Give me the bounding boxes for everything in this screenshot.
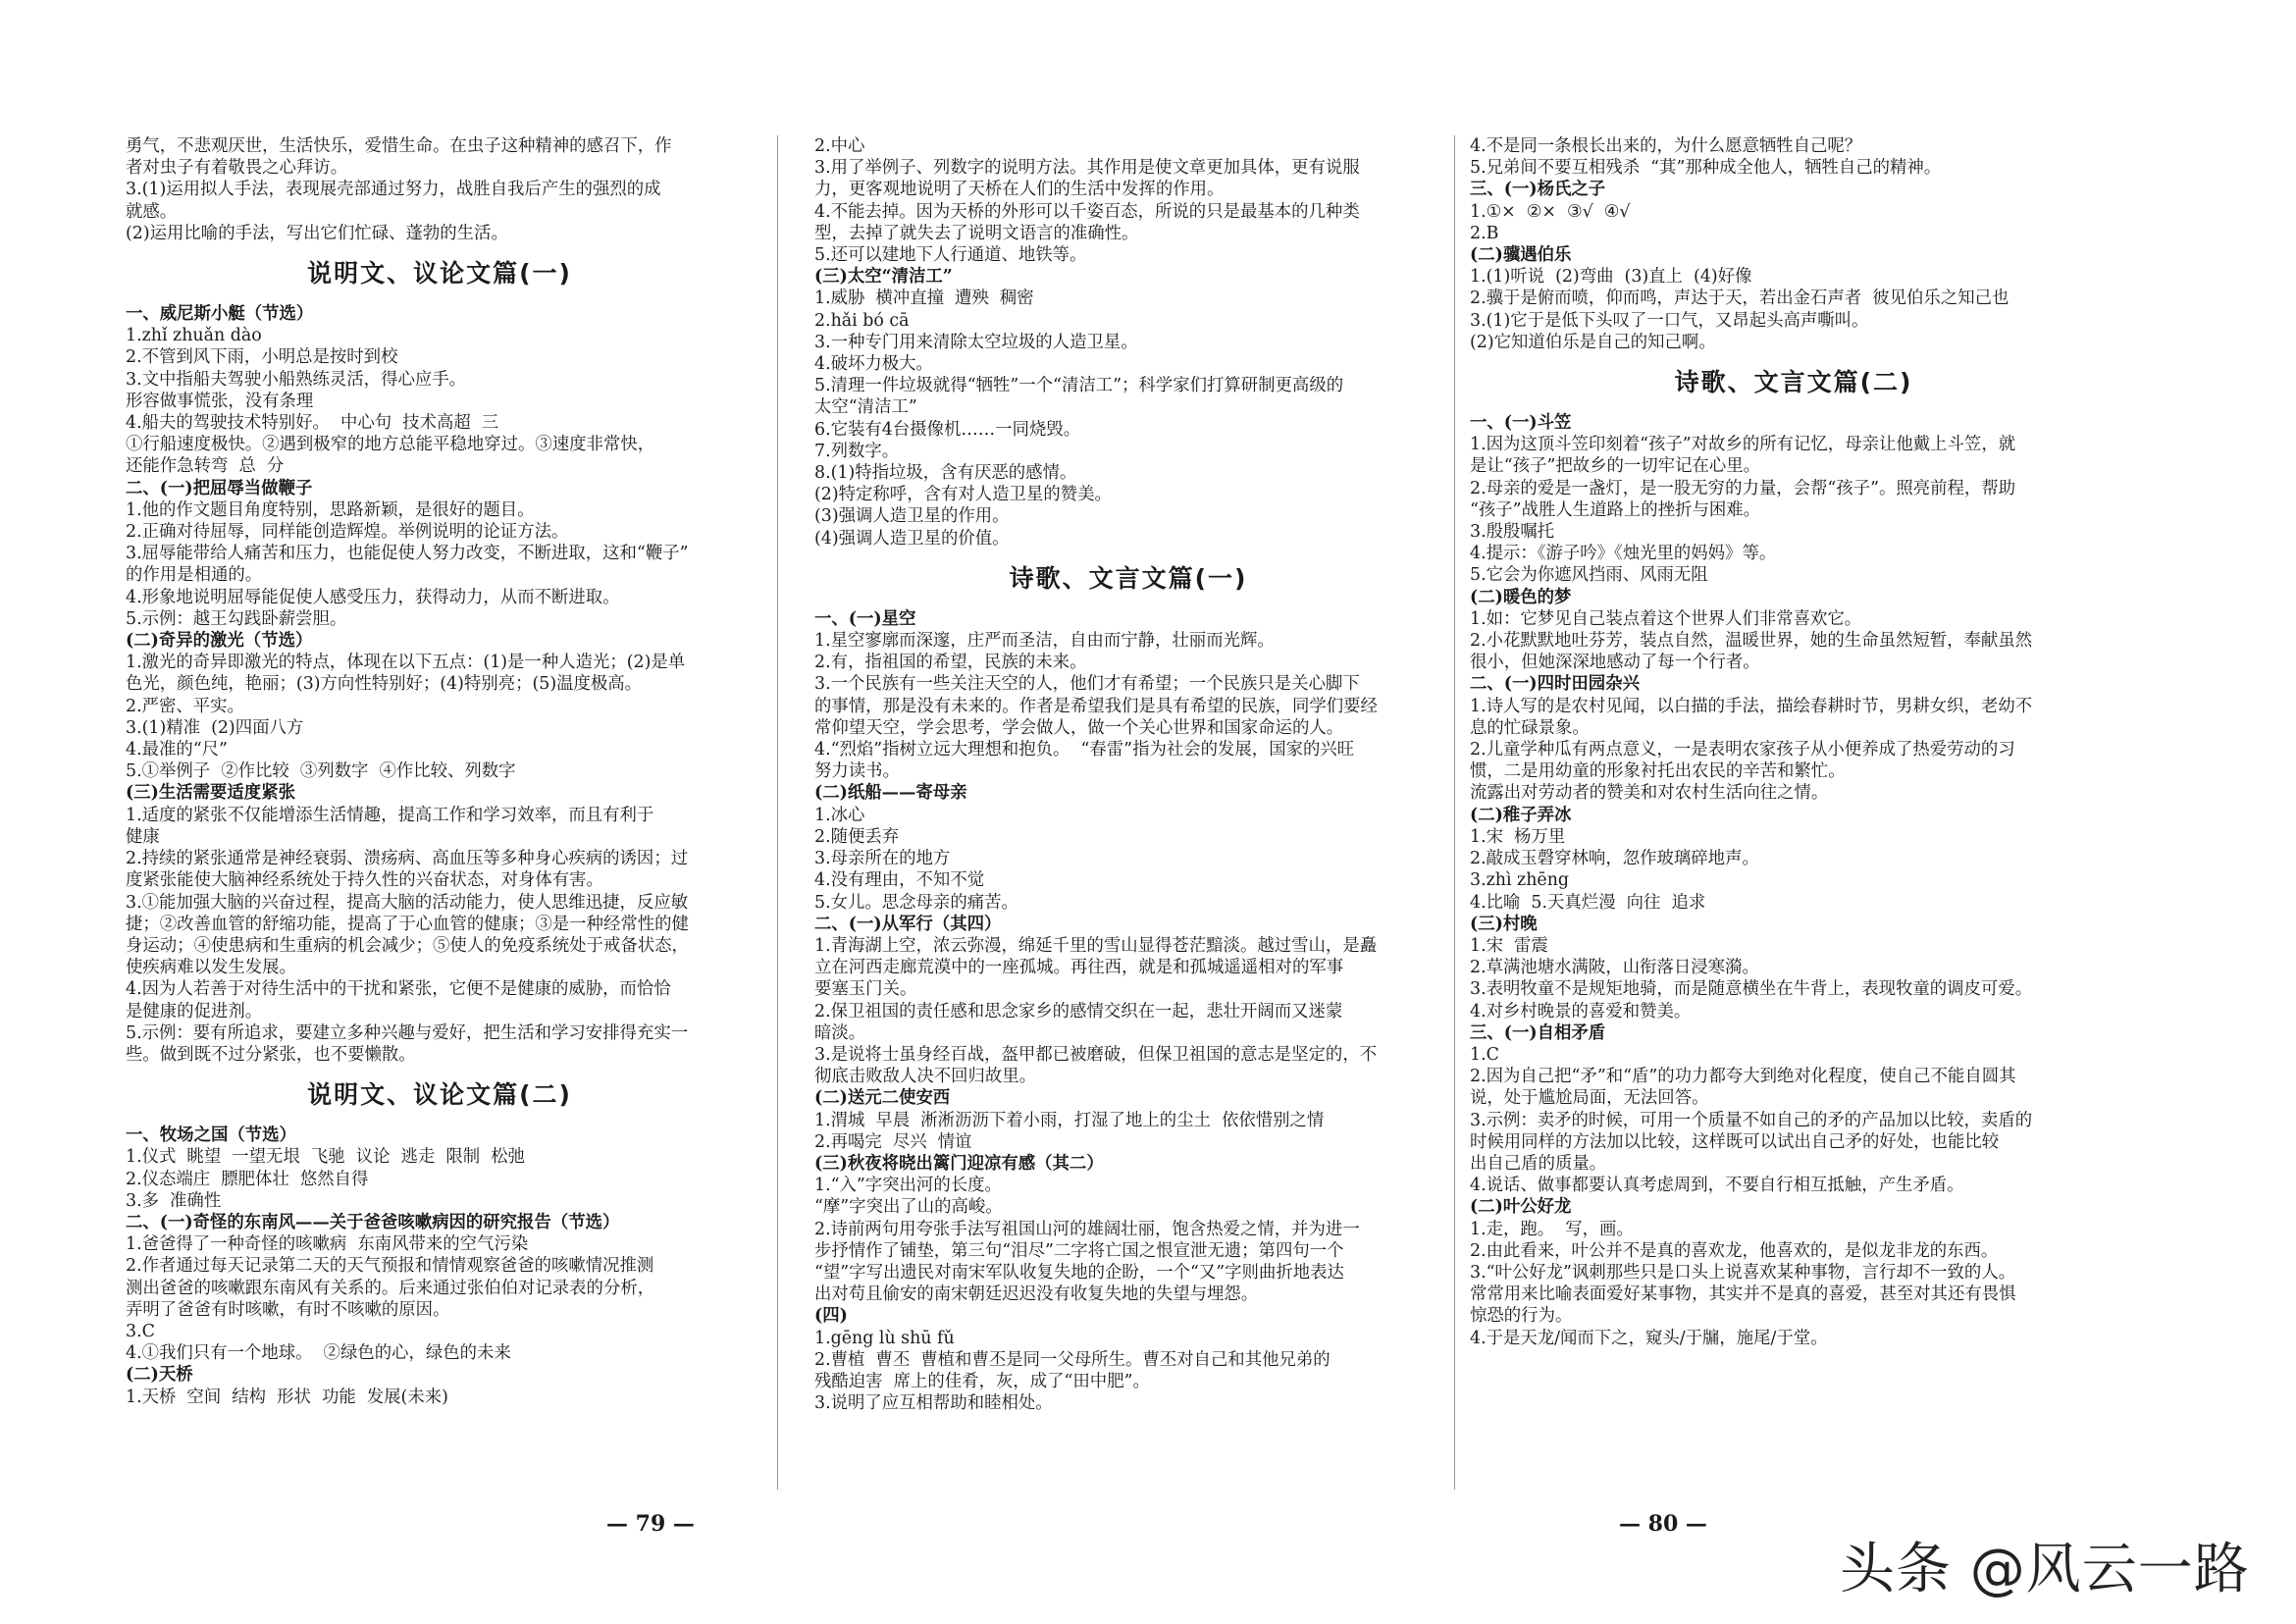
answer-line: 4.提示：《游子吟》《烛光里的妈妈》等。 (1470, 544, 1777, 564)
answer-line: (2)它知道伯乐是自己的知己啊。 (1470, 332, 1716, 352)
answer-line: 1.他的作文题目角度特别，思路新颖，是很好的题目。 (126, 499, 535, 520)
answer-line: 2.严密、平实。 (126, 696, 244, 716)
answer-line: 4.不是同一条根长出来的，为什么愿意牺牲自己呢？ (1470, 136, 1862, 156)
answer-line: 惯，二是用幼童的形象衬托出农民的辛苦和繁忙。 (1470, 761, 1846, 782)
subsection-title: 一、威尼斯小艇（节选） (126, 304, 314, 325)
answer-line: 4.说话、做事都要认真考虑周到，不要自行相互抵触，产生矛盾。 (1470, 1176, 1964, 1196)
subsection-title: (三)秋夜将晓出篱门迎凉有感（其二） (814, 1153, 1104, 1174)
answer-line: 1.“入”字突出河的长度。 (814, 1176, 1002, 1196)
answer-line: 2.不管到风下雨，小明总是按时到校 (126, 347, 398, 368)
answer-line: 2.小花默默地吐芬芳，装点自然，温暖世界，她的生命虽然短暂，奉献虽然 (1470, 631, 2033, 652)
answer-line: 5.兄弟间不要互相残杀 “萁”那种成全他人，牺牲自己的精神。 (1470, 158, 1942, 179)
answer-line: 1.天桥 空间 结构 形状 功能 发展(未来) (126, 1387, 448, 1407)
answer-line: 1.诗人写的是农村见闻，以白描的手法，描绘春耕时节，男耕女织，老幼不 (1470, 696, 2033, 716)
right-column (1470, 135, 2117, 1349)
answer-line: 3.文中指船夫驾驶小船熟练灵活，得心应手。 (126, 369, 467, 390)
subsection-title: 二、(一)从军行（其四） (814, 914, 1002, 934)
subsection-title: 一、牧场之国（节选） (126, 1126, 296, 1146)
answer-line: 4.对乡村晚景的喜爱和赞美。 (1470, 1001, 1692, 1022)
column-divider (1454, 135, 1455, 1490)
left-column (126, 135, 754, 1408)
answer-line: 还能作急转弯 总 分 (126, 456, 285, 477)
answer-line: 2.hǎi bó cā (814, 310, 910, 331)
answer-line: 健康 (126, 826, 160, 847)
answer-line: 1.①× ②× ③√ ④√ (1470, 201, 1631, 222)
answer-line: 形容做事慌张，没有条理 (126, 391, 314, 411)
answer-line: 2.有，指祖国的希望，民族的未来。 (814, 653, 1087, 673)
answer-line: 度紧张能使大脑神经系统处于持久性的兴奋状态，对身体有害。 (126, 870, 603, 891)
answer-line: 1.渭城 早晨 淅淅沥沥下着小雨，打湿了地上的尘土 依依惜别之情 (814, 1110, 1325, 1130)
answer-line: “孩子”战胜人生道路上的挫折与困难。 (1470, 499, 1761, 520)
answer-line: 3.C (126, 1321, 155, 1341)
answer-line: 5.示例：要有所追求，要建立多种兴趣与爱好，把生活和学习安排得充实一 (126, 1022, 689, 1043)
answer-line: 的作用是相通的。 (126, 565, 263, 586)
answer-line: 2.随便丢弃 (814, 826, 900, 847)
subsection-title: 二、(一)四时田园杂兴 (1470, 674, 1640, 695)
section-heading: 诗歌、文言文篇(二) (1674, 368, 1913, 397)
answer-line: 2.骥于是俯而喷，仰而鸣，声达于天，若出金石声者 彼见伯乐之知己也 (1470, 288, 2009, 309)
answer-line: 3.一个民族有一些关注天空的人，他们才有希望；一个民族只是关心脚下 (814, 674, 1360, 695)
answer-line: 6.它装有4台摄像机……一同烧毁。 (814, 419, 1081, 440)
answer-line: (2)运用比喻的手法，写出它们忙碌、蓬勃的生活。 (126, 223, 508, 243)
answer-line: 型，去掉了就失去了说明文语言的准确性。 (814, 223, 1139, 243)
answer-line: 常常用来比喻表面爱好某事物，其实并不是真的喜爱，甚至对其还有畏惧 (1470, 1284, 2016, 1305)
answer-line: 2.作者通过每天记录第二天的天气预报和情情观察爸爸的咳嗽情况推测 (126, 1256, 654, 1277)
answer-line: 残酷迫害 席上的佳肴，灰，成了“田中肥”。 (814, 1371, 1150, 1391)
answer-line: 弄明了爸爸有时咳嗽，有时不咳嗽的原因。 (126, 1299, 450, 1320)
subsection-title: (四) (814, 1306, 848, 1327)
answer-line: 3.一种专门用来清除太空垃圾的人造卫星。 (814, 332, 1138, 352)
answer-line: 1.冰心 (814, 805, 865, 825)
answer-line: 1.青海湖上空，浓云弥漫，绵延千里的雪山显得苍茫黯淡。越过雪山，是矗 (814, 935, 1378, 956)
answer-line: “望”字写出遗民对南宋军队收复失地的企盼，一个“又”字则曲折地表达 (814, 1262, 1344, 1283)
answer-line: 1.gēng lù shū fǔ (814, 1328, 955, 1348)
subsection-title: (二)暖色的梦 (1470, 587, 1572, 607)
answer-line: 3.说明了应互相帮助和睦相处。 (814, 1393, 1053, 1414)
answer-line: 勇气，不悲观厌世，生活快乐，爱惜生命。在虫子这种精神的感召下，作 (126, 136, 672, 156)
answer-line: 出自己盾的质量。 (1470, 1153, 1607, 1174)
answer-line: 1.因为这顶斗笠印刻着“孩子”对故乡的所有记忆，母亲让他戴上斗笠，就 (1470, 435, 2016, 455)
subsection-title: (二)叶公好龙 (1470, 1197, 1572, 1218)
answer-line: 4.因为人若善于对待生活中的干扰和紧张，它便不是健康的威胁，而恰恰 (126, 979, 671, 1000)
answer-line: 4.不能去掉。因为天桥的外形可以千姿百态，所说的只是最基本的几种类 (814, 201, 1360, 222)
answer-line: 2.再喝完 尽兴 情谊 (814, 1131, 972, 1152)
answer-line: 是健康的促进剂。 (126, 1001, 263, 1022)
watermark: 头条 @风云一路 (1840, 1538, 2250, 1601)
answer-line: 3.用了举例子、列数字的说明方法。其作用是使文章更加具体，更有说服 (814, 158, 1360, 179)
answer-line: 些。做到既不过分紧张，也不要懒散。 (126, 1044, 416, 1065)
answer-line: 5.清理一件垃圾就得“牺牲”一个“清洁工”；科学家们打算研制更高级的 (814, 376, 1344, 396)
answer-line: 3.①能加强大脑的兴奋过程，提高大脑的活动能力，使人思维迅捷，反应敏 (126, 892, 689, 913)
answer-line: 1.如：它梦见自己装点着这个世界人们非常喜欢它。 (1470, 608, 1862, 629)
subsection-title: (二)稚子弄冰 (1470, 805, 1572, 825)
answer-line: 身运动；④使患病和生重病的机会减少；⑤使人的免疫系统处于戒备状态， (126, 935, 689, 956)
answer-line: 息的忙碌景象。 (1470, 717, 1590, 738)
answer-line: 1.宋 雷震 (1470, 935, 1548, 956)
answer-line: 1.适度的紧张不仅能增添生活情趣，提高工作和学习效率，而且有利于 (126, 805, 654, 825)
subsection-title: (二)骥遇伯乐 (1470, 245, 1572, 266)
answer-line: 很小，但她深深地感动了每一个行者。 (1470, 653, 1760, 673)
answer-line: 3.母亲所在的地方 (814, 849, 951, 869)
column-divider (777, 135, 778, 1490)
answer-line: 4.船夫的驾驶技术特别好。 中心句 技术高超 三 (126, 413, 499, 434)
answer-line: 3.是说将士虽身经百战，盔甲都已被磨破，但保卫祖国的意志是坚定的，不 (814, 1044, 1378, 1065)
answer-line: 2.持续的紧张通常是神经衰弱、溃疡病、高血压等多种身心疾病的诱因；过 (126, 849, 689, 869)
answer-line: 色光，颜色纯，艳丽；(3)方向性特别好；(4)特别亮；(5)温度极高。 (126, 674, 643, 695)
answer-line: 2.正确对待屈辱，同样能创造辉煌。举例说明的论证方法。 (126, 522, 569, 543)
answer-line: 5.它会为你遮风挡雨、风雨无阻 (1470, 565, 1708, 586)
answer-line: 3.“叶公好龙”讽刺那些只是口头上说喜欢某种事物，言行却不一致的人。 (1470, 1262, 2016, 1283)
answer-line: 3.(1)运用拟人手法，表现展壳部通过努力，战胜自我后产生的强烈的成 (126, 180, 661, 200)
answer-line: 4.于是天龙/闻而下之，窥头/于牖，施尾/于堂。 (1470, 1328, 1828, 1348)
answer-line: 3.(1)精准 (2)四面八方 (126, 717, 304, 738)
answer-line: 2.中心 (814, 136, 865, 156)
page-number-right: — 80 — (1619, 1511, 1707, 1537)
answer-line: 的事情，那是没有未来的。作者是希望我们是具有希望的民族，同学们要经 (814, 696, 1378, 716)
answer-line: 1.仪式 眺望 一望无垠 飞驰 议论 逃走 限制 松弛 (126, 1147, 526, 1168)
subsection-title: 一、(一)星空 (814, 608, 916, 629)
answer-line: 2.草满池塘水满陂，山衔落日浸寒漪。 (1470, 958, 1759, 978)
answer-line: 1.爸爸得了一种奇怪的咳嗽病 东南风带来的空气污染 (126, 1234, 529, 1255)
answer-line: 4.没有理由，不知不觉 (814, 870, 985, 891)
answer-line: 2.保卫祖国的责任感和思念家乡的感情交织在一起，悲壮开阔而又迷蒙 (814, 1001, 1343, 1022)
answer-line: (3)强调人造卫星的作用。 (814, 506, 1010, 527)
answer-line: ①行船速度极快。②遇到极窄的地方总能平稳地穿过。③速度非常快， (126, 435, 655, 455)
answer-line: 7.列数字。 (814, 441, 900, 461)
answer-line: 2.由此看来，叶公并不是真的喜欢龙，他喜欢的，是似龙非龙的东西。 (1470, 1240, 1999, 1261)
answer-line: 2.曹植 曹丕 曹植和曹丕是同一父母所生。曹丕对自己和其他兄弟的 (814, 1349, 1331, 1370)
answer-line: 3.多 准确性 (126, 1190, 222, 1211)
answer-line: 捷；②改善血管的舒缩功能，提高了于心血管的健康；③是一种经常性的健 (126, 914, 689, 934)
answer-line: 4.①我们只有一个地球。 ②绿色的心，绿色的未来 (126, 1343, 511, 1364)
subsection-title: 三、(一)杨氏之子 (1470, 180, 1606, 200)
answer-line: 2.仪态端庄 膘肥体壮 悠然自得 (126, 1169, 369, 1189)
answer-line: 2.儿童学种瓜有两点意义，一是表明农家孩子从小便养成了热爱劳动的习 (1470, 740, 2015, 760)
answer-line: 3.示例：卖矛的时候，可用一个质量不如自己的矛的产品加以比较，卖盾的 (1470, 1110, 2033, 1130)
subsection-title: (二)纸船——寄母亲 (814, 783, 967, 804)
answer-line: 4.破坏力极大。 (814, 354, 933, 375)
answer-line: 流露出对劳动者的赞美和对农村生活向往之情。 (1470, 783, 1829, 804)
section-heading: 诗歌、文言文篇(一) (1009, 563, 1248, 593)
subsection-title: 一、(一)斗笠 (1470, 413, 1572, 434)
answer-line: 5.①举例子 ②作比较 ③列数字 ④作比较、列数字 (126, 761, 516, 782)
answer-line: 努力读书。 (814, 761, 900, 782)
answer-line: 测出爸爸的咳嗽跟东南风有关系的。后来通过张伯伯对记录表的分析， (126, 1278, 655, 1298)
answer-line: 使疾病难以发生发展。 (126, 958, 296, 978)
answer-line: “摩”字突出了山的高峻。 (814, 1197, 1003, 1218)
answer-line: 1.zhǐ zhuǎn dào (126, 326, 262, 346)
answer-line: 2.因为自己把“矛”和“盾”的功力都夸大到绝对化程度，使自己不能自圆其 (1470, 1067, 2016, 1087)
answer-line: 1.走，跑。 写，画。 (1470, 1219, 1634, 1239)
answer-line: 1.(1)听说 (2)弯曲 (3)直上 (4)好像 (1470, 267, 1752, 288)
subsection-title: 二、(一)把屈辱当做鞭子 (126, 478, 313, 498)
answer-line: 者对虫子有着敬畏之心拜访。 (126, 158, 348, 179)
subsection-title: (二)送元二使安西 (814, 1088, 951, 1109)
subsection-title: (二)奇异的激光（节选） (126, 631, 313, 652)
answer-line: 是让“孩子”把故乡的一切牢记在心里。 (1470, 456, 1761, 477)
answer-line: 1.C (1470, 1044, 1499, 1065)
answer-line: 时候用同样的方法加以比较，这样既可以试出自己矛的好处，也能比较 (1470, 1131, 2000, 1152)
answer-line: 1.激光的奇异即激光的特点，体现在以下五点：(1)是一种人造光；(2)是单 (126, 653, 686, 673)
answer-line: (4)强调人造卫星的价值。 (814, 528, 1010, 549)
page-number-left: — 79 — (606, 1511, 695, 1537)
section-heading: 说明文、议论文篇(一) (307, 259, 572, 288)
answer-line: 5.女儿。思念母亲的痛苦。 (814, 892, 1018, 913)
answer-line: 出对苟且偷安的南宋朝廷迟迟没有收复失地的失望与埋怨。 (814, 1284, 1259, 1305)
answer-line: 1.宋 杨万里 (1470, 826, 1566, 847)
answer-line: 8.(1)特指垃圾，含有厌恶的感情。 (814, 463, 1077, 484)
answer-line: 1.威胁 横冲直撞 遭殃 稠密 (814, 288, 1034, 309)
answer-line: 1.星空寥廓而深邃，庄严而圣洁，自由而宁静，壮丽而光辉。 (814, 631, 1275, 652)
answer-line: 惊恐的行为。 (1470, 1306, 1573, 1327)
answer-line: 5.示例：越王勾践卧薪尝胆。 (126, 608, 347, 629)
answer-line: 步抒情作了铺垫，第三句“泪尽”二字将亡国之恨宣泄无遗；第四句一个 (814, 1240, 1344, 1261)
answer-line: 3.屈辱能带给人痛苦和压力，也能促使人努力改变，不断进取，这和“鞭子” (126, 544, 689, 564)
answer-line: 3.表明牧童不是规矩地骑，而是随意横坐在牛背上，表现牧童的调皮可爱。 (1470, 979, 2033, 1000)
answer-line: 2.诗前两句用夸张手法写祖国山河的雄阔壮丽，饱含热爱之情，并为进一 (814, 1219, 1360, 1239)
answer-line: 力，更客观地说明了天桥在人们的生活中发挥的作用。 (814, 180, 1225, 200)
answer-line: 5.还可以建地下人行通道、地铁等。 (814, 245, 1087, 266)
answer-line: (2)特定称呼，含有对人造卫星的赞美。 (814, 485, 1112, 505)
answer-line: 4.形象地说明屈辱能促使人感受压力，获得动力，从而不断进取。 (126, 587, 620, 607)
answer-line: 3.(1)它于是低下头叹了一口气，又昂起头高声嘶叫。 (1470, 310, 1869, 331)
answer-line: 要塞玉门关。 (814, 979, 917, 1000)
middle-column (814, 135, 1442, 1414)
subsection-title: (三)村晚 (1470, 914, 1538, 934)
section-heading: 说明文、议论文篇(二) (307, 1080, 572, 1110)
answer-line: 4.“烈焰”指树立远大理想和抱负。 “春雷”指为社会的发展，国家的兴旺 (814, 740, 1355, 760)
subsection-title: (二)天桥 (126, 1365, 193, 1386)
answer-line: 3.殷殷嘱托 (1470, 522, 1555, 543)
answer-line: 2.B (1470, 223, 1499, 243)
answer-line: 就感。 (126, 201, 178, 222)
answer-line: 太空“清洁工” (814, 397, 917, 418)
answer-line: 暗淡。 (814, 1022, 866, 1043)
answer-line: 4.比喻 5.天真烂漫 向往 追求 (1470, 892, 1706, 913)
subsection-title: (三)生活需要适度紧张 (126, 783, 295, 804)
subsection-title: 三、(一)自相矛盾 (1470, 1022, 1606, 1043)
answer-line: 彻底击败敌人决不回归故里。 (814, 1067, 1037, 1087)
answer-line: 立在河西走廊荒漠中的一座孤城。再往西，就是和孤城遥遥相对的军事 (814, 958, 1344, 978)
answer-line: 3.zhì zhēng (1470, 870, 1570, 891)
subsection-title: (三)太空“清洁工” (814, 267, 953, 288)
answer-line: 4.最准的“尺” (126, 740, 228, 760)
answer-line: 常仰望天空，学会思考，学会做人，做一个关心世界和国家命运的人。 (814, 717, 1344, 738)
subsection-title: 二、(一)奇怪的东南风——关于爸爸咳嗽病因的研究报告（节选） (126, 1212, 620, 1232)
answer-line: 2.母亲的爱是一盏灯，是一股无穷的力量，会帮“孩子”。照亮前程，帮助 (1470, 478, 2016, 498)
answer-line: 说，处于尴尬局面，无法回答。 (1470, 1088, 1709, 1109)
answer-line: 2.敲成玉磬穿林响，忽作玻璃碎地声。 (1470, 849, 1759, 869)
